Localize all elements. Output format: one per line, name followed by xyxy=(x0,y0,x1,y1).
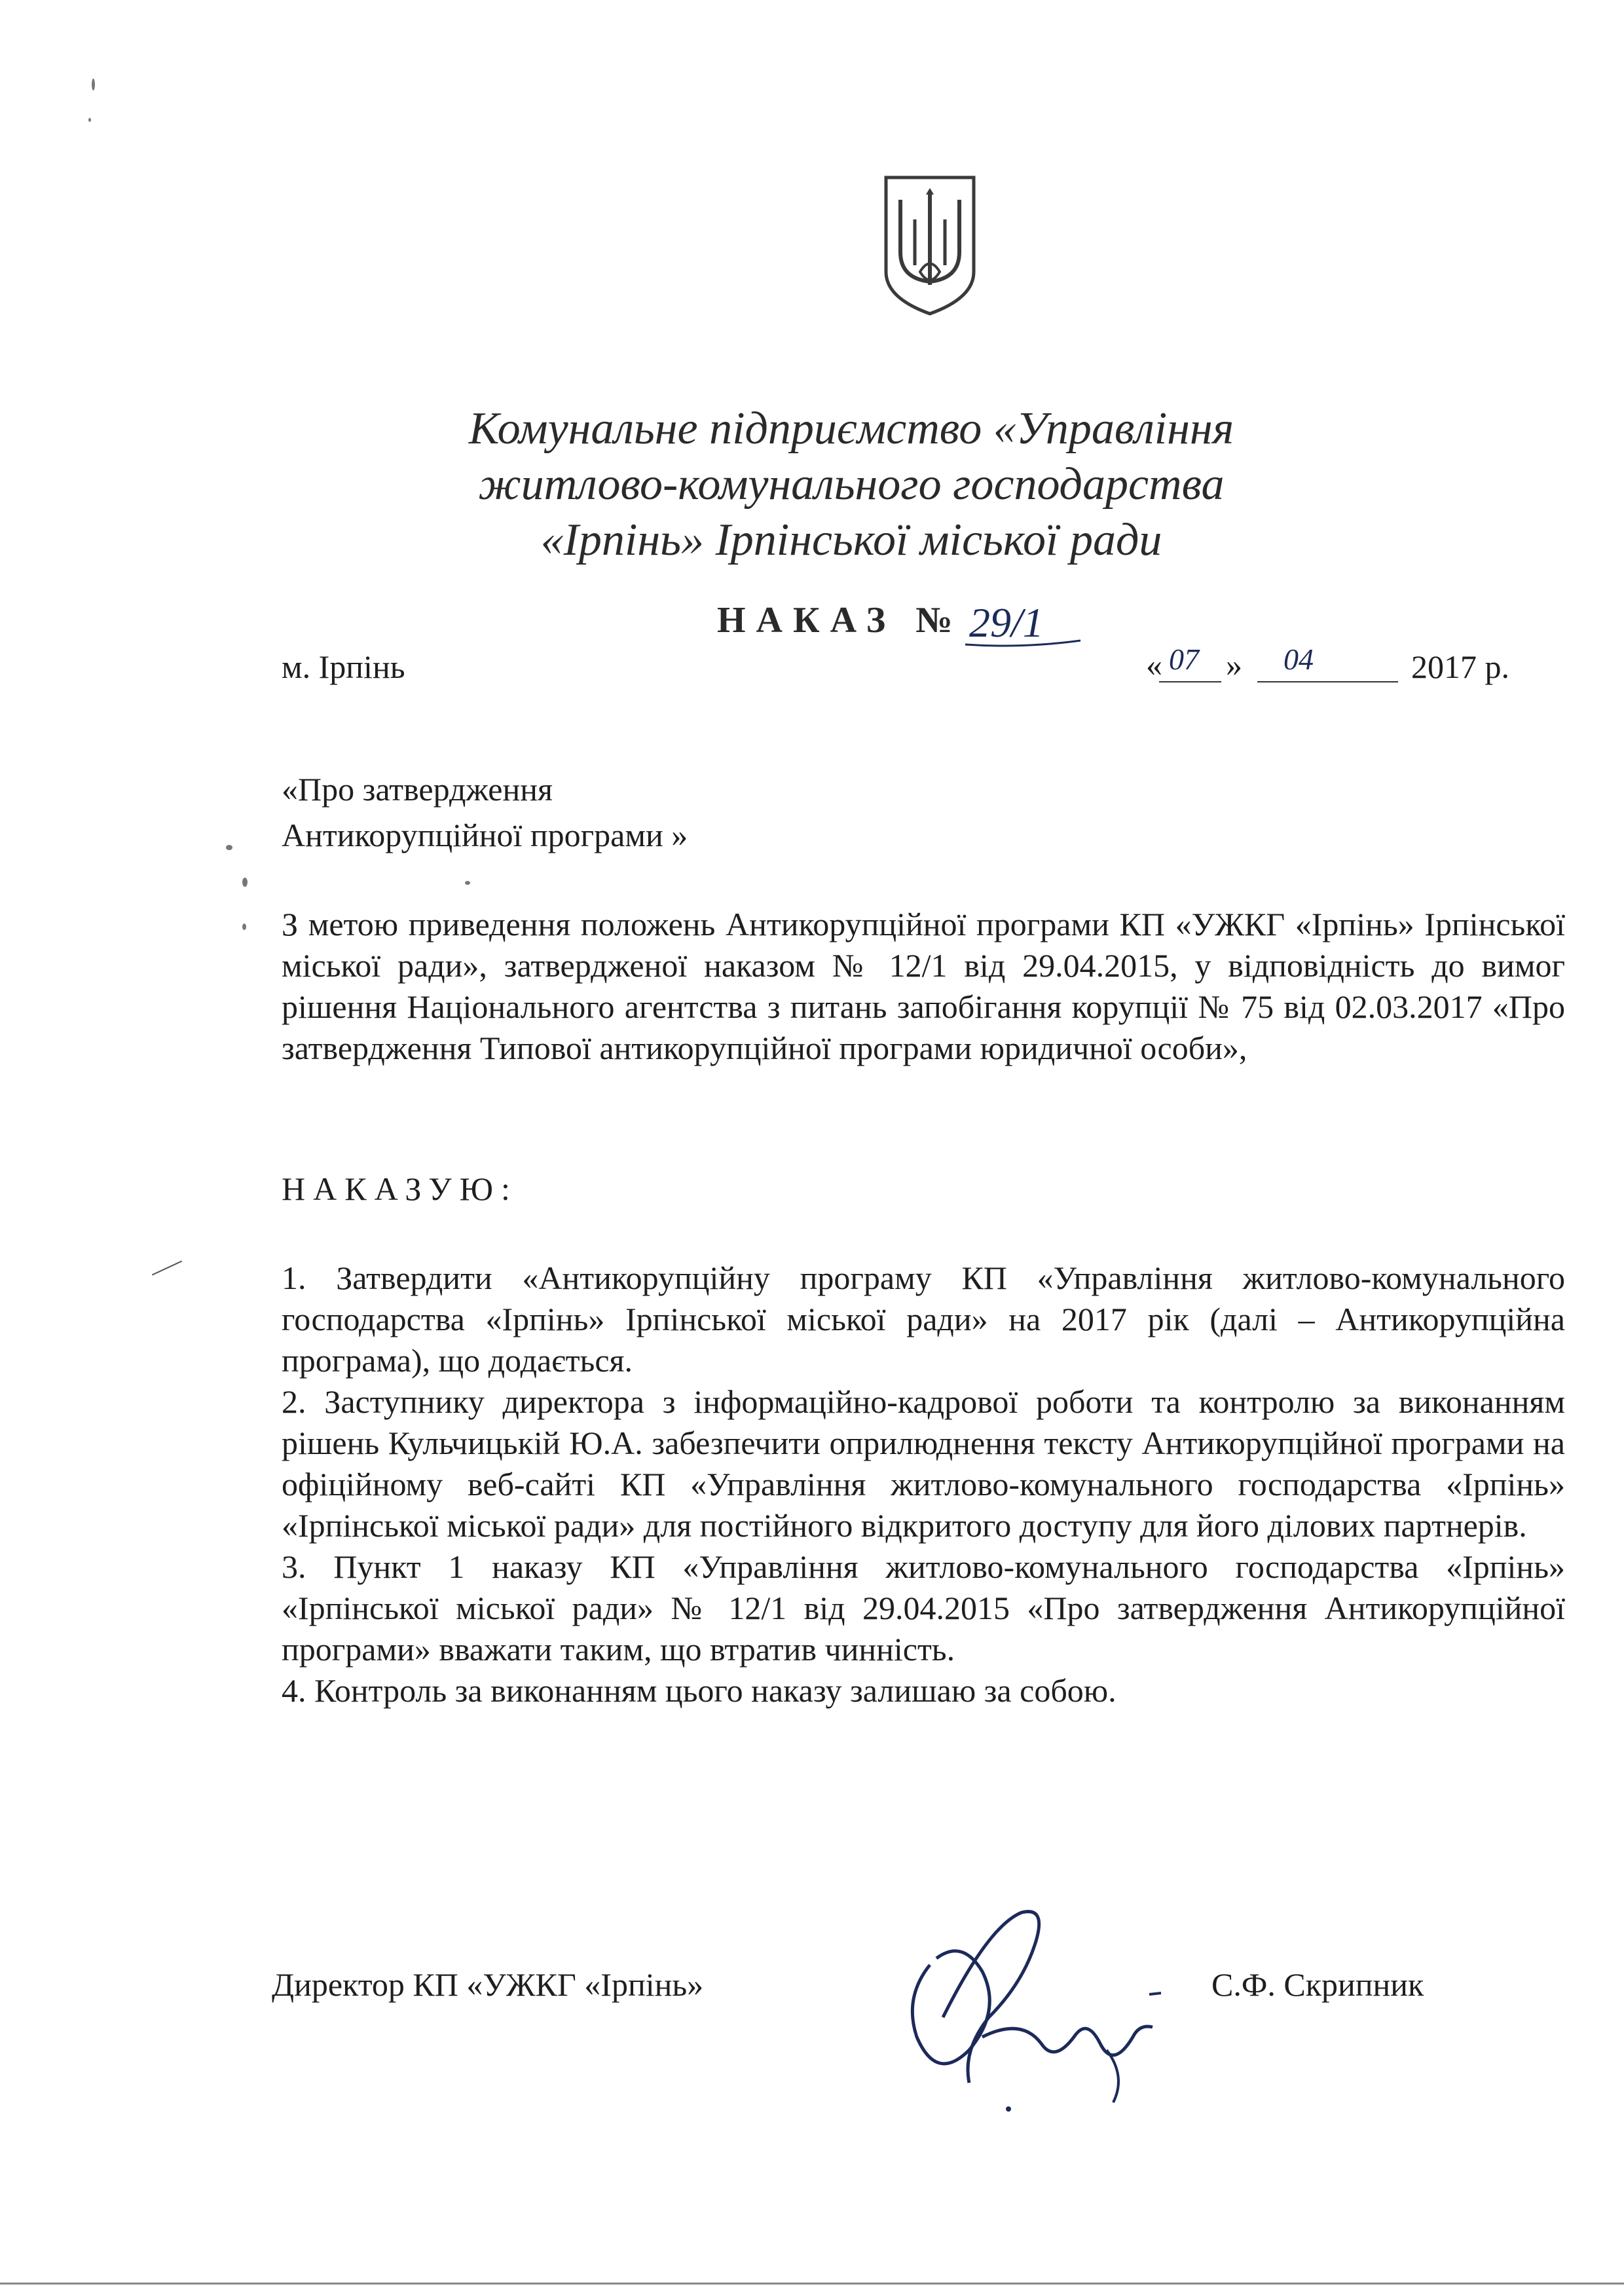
order-label: НАКАЗ № xyxy=(717,600,963,641)
subject-line-1: «Про затвердження xyxy=(282,771,553,808)
scan-speck xyxy=(242,924,246,930)
org-name-line-3: «Ірпінь» Ірпінської міської ради xyxy=(540,515,1162,565)
order-item: 1. Затвердити «Антикорупційну програму КП «Управління житлово-комунального господарства «Ірпінь» Ірпінської міської ради» на 2017 рік (далі – Антикорупційна програма), що додається. xyxy=(282,1259,1565,1379)
date-quote-close: » xyxy=(1226,646,1242,683)
date-quote-open: « xyxy=(1146,646,1162,683)
date-day-underline xyxy=(1159,681,1221,682)
city-label: м. Ірпінь xyxy=(282,648,405,685)
org-name-line-2: житлово-комунального господарства xyxy=(478,459,1225,510)
scan-speck xyxy=(92,79,95,90)
scan-speck xyxy=(226,845,232,850)
order-item: 4. Контроль за виконанням цього наказу залишаю за собою. xyxy=(282,1672,1116,1709)
date-day-handwritten: 07 xyxy=(1169,643,1199,676)
signer-title: Директор КП «УЖКГ «Ірпінь» xyxy=(272,1966,704,2003)
date-year: 2017 р. xyxy=(1411,648,1509,685)
preamble-paragraph: З метою приведення положень Антикорупційної програми КП «УЖКГ «Ірпінь» Ірпінської міської ради», затвердженої наказом № 12/1 від 29.04.2015, у відповідність до вимог рішення Національного агентства з питань запобігання корупції № 75 від 02.03.2017 «Про затвердження Типової антикорупційної програми юридичної особи», xyxy=(282,906,1565,1066)
scan-speck xyxy=(88,118,91,122)
order-item: 3. Пункт 1 наказу КП «Управління житлово-комунального господарства «Ірпінь» «Ірпінської міської ради» № 12/1 від 29.04.2015 «Про затвердження Антикорупційної програми» вважати таким, що втратив чинність. xyxy=(282,1548,1565,1668)
scan-speck xyxy=(465,881,470,885)
date-month-handwritten: 04 xyxy=(1283,643,1314,676)
order-number-handwritten xyxy=(963,589,1094,655)
coat-of-arms-emblem xyxy=(881,174,979,318)
order-number-text: 29/1 xyxy=(969,599,1044,646)
subject-line-2: Антикорупційної програми » xyxy=(282,817,688,853)
order-items xyxy=(282,1258,1565,1711)
signer-name: С.Ф. Скрипник xyxy=(1211,1966,1424,2003)
scan-mark xyxy=(152,1261,182,1276)
order-word: НАКАЗУЮ: xyxy=(282,1170,518,1207)
date-month-underline xyxy=(1257,681,1398,682)
org-name-line-1: Комунальне підприємство «Управління xyxy=(468,403,1234,454)
scan-edge-line xyxy=(0,2283,1624,2285)
scan-speck xyxy=(242,878,248,887)
order-item: 2. Заступнику директора з інформаційно-кадрової роботи та контролю за виконанням рішень Кульчицькій Ю.А. забезпечити оприлюднення тексту Антикорупційної програми на офіційному веб-сайті КП «Управління житлово-комунального господарства «Ірпінь» «Ірпінської міської ради» для постійного відкритого доступу для його ділових партнерів. xyxy=(282,1383,1565,1544)
handwritten-signature xyxy=(891,1886,1179,2122)
